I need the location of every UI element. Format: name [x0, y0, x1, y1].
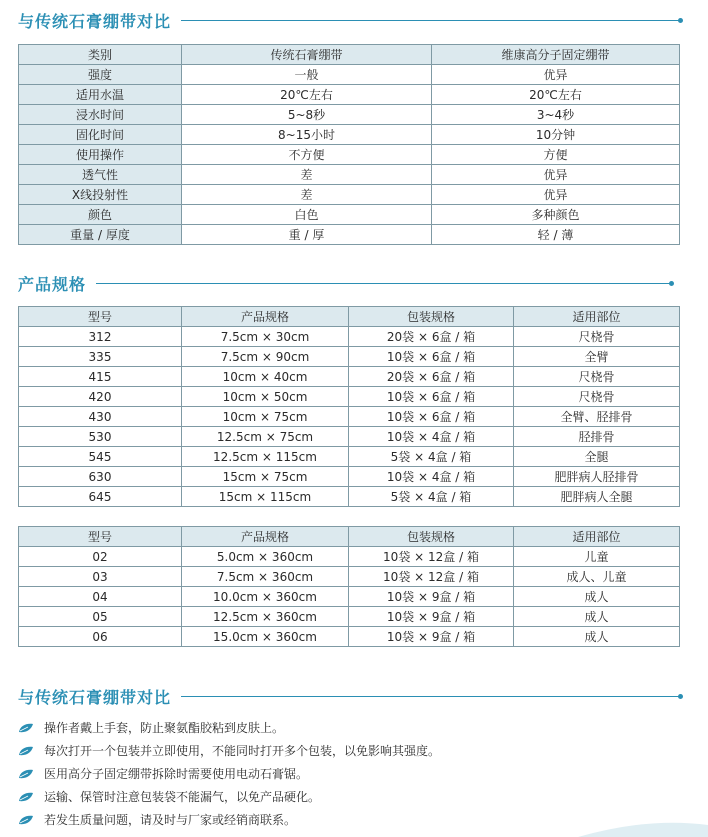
spec-cell: 10cm × 50cm — [182, 387, 349, 407]
section-title-text: 产品规格 — [18, 274, 87, 294]
spec-cell: 630 — [19, 467, 182, 487]
table-row — [19, 607, 680, 627]
list-item — [18, 716, 678, 739]
spec-cell: 肥胖病人胫排骨 — [514, 467, 680, 487]
spec-cell: 10袋 × 6盒 / 箱 — [349, 407, 514, 427]
comparison-cell: 方便 — [432, 145, 680, 165]
spec-cell: 10袋 × 4盒 / 箱 — [349, 427, 514, 447]
spec-cell: 530 — [19, 427, 182, 447]
comparison-cell: 多种颜色 — [432, 205, 680, 225]
comparison-cell: 优异 — [432, 65, 680, 85]
table-row — [19, 387, 680, 407]
leaf-icon — [18, 723, 34, 733]
table-row — [19, 447, 680, 467]
table-row — [19, 547, 680, 567]
header-cell: 产品规格 — [182, 307, 349, 327]
list-item — [18, 762, 678, 785]
table-row — [19, 65, 680, 85]
spec-cell: 430 — [19, 407, 182, 427]
comparison-cell: 重 / 厚 — [182, 225, 432, 245]
spec-cell: 20袋 × 6盒 / 箱 — [349, 367, 514, 387]
header-cell: 适用部位 — [514, 307, 680, 327]
spec-table-rolls — [18, 526, 680, 647]
title-rule — [181, 696, 681, 697]
table-row — [19, 627, 680, 647]
table-row — [19, 85, 680, 105]
spec-cell: 成人 — [514, 587, 680, 607]
spec-cell: 7.5cm × 360cm — [182, 567, 349, 587]
spec-cell: 成人 — [514, 627, 680, 647]
spec-cell: 15cm × 115cm — [182, 487, 349, 507]
spec-cell: 335 — [19, 347, 182, 367]
spec-cell: 645 — [19, 487, 182, 507]
comparison-cell: 强度 — [19, 65, 182, 85]
header-cell: 类别 — [19, 45, 182, 65]
comparison-cell: 一般 — [182, 65, 432, 85]
section-title-text: 与传统石膏绷带对比 — [18, 11, 172, 31]
note-text: 每次打开一个包装并立即使用，不能同时打开多个包装，以免影响其强度。 — [44, 744, 441, 758]
comparison-cell: 差 — [182, 185, 432, 205]
spec-cell: 7.5cm × 90cm — [182, 347, 349, 367]
comparison-table — [18, 44, 680, 245]
spec-cell: 尺桡骨 — [514, 387, 680, 407]
spec-cell: 肥胖病人全腿 — [514, 487, 680, 507]
header-cell: 传统石膏绷带 — [182, 45, 432, 65]
comparison-cell: 优异 — [432, 165, 680, 185]
spec-table-splints — [18, 306, 680, 507]
spec-cell: 10袋 × 4盒 / 箱 — [349, 467, 514, 487]
comparison-cell: 轻 / 薄 — [432, 225, 680, 245]
table-row — [19, 467, 680, 487]
comparison-cell: X线投射性 — [19, 185, 182, 205]
table-row — [19, 567, 680, 587]
leaf-icon — [18, 815, 34, 825]
spec-cell: 06 — [19, 627, 182, 647]
comparison-cell: 8~15小时 — [182, 125, 432, 145]
table-row — [19, 225, 680, 245]
spec-cell: 5袋 × 4盒 / 箱 — [349, 487, 514, 507]
comparison-cell: 20℃左右 — [432, 85, 680, 105]
spec-cell: 20袋 × 6盒 / 箱 — [349, 327, 514, 347]
spec-cell: 10袋 × 9盒 / 箱 — [349, 587, 514, 607]
spec-cell: 15cm × 75cm — [182, 467, 349, 487]
spec-cell: 415 — [19, 367, 182, 387]
spec-cell: 12.5cm × 75cm — [182, 427, 349, 447]
leaf-icon — [18, 769, 34, 779]
spec-cell: 尺桡骨 — [514, 327, 680, 347]
note-text: 操作者戴上手套，防止聚氨酯胶粘到皮肤上。 — [44, 721, 285, 735]
spec-cell: 10袋 × 12盒 / 箱 — [349, 567, 514, 587]
header-cell: 型号 — [19, 307, 182, 327]
table-row — [19, 347, 680, 367]
comparison-cell: 5~8秒 — [182, 105, 432, 125]
spec-cell: 5袋 × 4盒 / 箱 — [349, 447, 514, 467]
table-row — [19, 165, 680, 185]
list-item — [18, 739, 678, 762]
spec-cell: 15.0cm × 360cm — [182, 627, 349, 647]
spec-cell: 儿童 — [514, 547, 680, 567]
table-row — [19, 367, 680, 387]
table-row — [19, 587, 680, 607]
spec-cell: 全臂、胫排骨 — [514, 407, 680, 427]
table-header-row — [19, 45, 680, 65]
comparison-cell: 颜色 — [19, 205, 182, 225]
comparison-cell: 使用操作 — [19, 145, 182, 165]
table-row — [19, 105, 680, 125]
title-rule — [96, 283, 672, 284]
section-title-notes — [18, 684, 681, 708]
table-row — [19, 125, 680, 145]
table-row — [19, 205, 680, 225]
comparison-cell: 固化时间 — [19, 125, 182, 145]
leaf-icon — [18, 792, 34, 802]
section-title-text: 与传统石膏绷带对比 — [18, 687, 172, 707]
spec-cell: 胫排骨 — [514, 427, 680, 447]
note-text: 医用高分子固定绷带拆除时需要使用电动石膏锯。 — [44, 767, 309, 781]
comparison-cell: 重量 / 厚度 — [19, 225, 182, 245]
table-row — [19, 185, 680, 205]
comparison-cell: 浸水时间 — [19, 105, 182, 125]
spec-cell: 全臂 — [514, 347, 680, 367]
table-row — [19, 427, 680, 447]
table-row — [19, 145, 680, 165]
list-item — [18, 785, 678, 808]
table-row — [19, 487, 680, 507]
comparison-cell: 适用水温 — [19, 85, 182, 105]
spec-cell: 全腿 — [514, 447, 680, 467]
comparison-cell: 10分钟 — [432, 125, 680, 145]
comparison-cell: 优异 — [432, 185, 680, 205]
spec-cell: 5.0cm × 360cm — [182, 547, 349, 567]
spec-cell: 12.5cm × 115cm — [182, 447, 349, 467]
spec-cell: 02 — [19, 547, 182, 567]
table-header-row — [19, 307, 680, 327]
spec-cell: 7.5cm × 30cm — [182, 327, 349, 347]
comparison-cell: 差 — [182, 165, 432, 185]
header-cell: 适用部位 — [514, 527, 680, 547]
table-header-row — [19, 527, 680, 547]
comparison-cell: 不方便 — [182, 145, 432, 165]
header-cell: 包装规格 — [349, 527, 514, 547]
section-title-comparison — [18, 8, 681, 32]
note-text: 若发生质量问题，请及时与厂家或经销商联系。 — [44, 813, 297, 827]
section-title-specs — [18, 271, 672, 295]
spec-cell: 12.5cm × 360cm — [182, 607, 349, 627]
header-cell: 型号 — [19, 527, 182, 547]
spec-cell: 420 — [19, 387, 182, 407]
spec-cell: 04 — [19, 587, 182, 607]
spec-cell: 10cm × 75cm — [182, 407, 349, 427]
comparison-cell: 3~4秒 — [432, 105, 680, 125]
comparison-cell: 白色 — [182, 205, 432, 225]
spec-cell: 10袋 × 9盒 / 箱 — [349, 607, 514, 627]
spec-cell: 10袋 × 6盒 / 箱 — [349, 347, 514, 367]
spec-cell: 10cm × 40cm — [182, 367, 349, 387]
spec-cell: 成人、儿童 — [514, 567, 680, 587]
title-rule — [181, 20, 681, 21]
header-cell: 维康高分子固定绷带 — [432, 45, 680, 65]
spec-cell: 10袋 × 9盒 / 箱 — [349, 627, 514, 647]
corner-decoration — [558, 807, 708, 837]
spec-cell: 10.0cm × 360cm — [182, 587, 349, 607]
spec-cell: 尺桡骨 — [514, 367, 680, 387]
header-cell: 产品规格 — [182, 527, 349, 547]
spec-cell: 03 — [19, 567, 182, 587]
note-text: 运输、保管时注意包装袋不能漏气，以免产品硬化。 — [44, 790, 321, 804]
table-row — [19, 327, 680, 347]
leaf-icon — [18, 746, 34, 756]
spec-cell: 10袋 × 12盒 / 箱 — [349, 547, 514, 567]
comparison-cell: 20℃左右 — [182, 85, 432, 105]
header-cell: 包装规格 — [349, 307, 514, 327]
spec-cell: 10袋 × 6盒 / 箱 — [349, 387, 514, 407]
spec-cell: 312 — [19, 327, 182, 347]
table-row — [19, 407, 680, 427]
comparison-cell: 透气性 — [19, 165, 182, 185]
spec-cell: 545 — [19, 447, 182, 467]
spec-cell: 05 — [19, 607, 182, 627]
spec-cell: 成人 — [514, 607, 680, 627]
